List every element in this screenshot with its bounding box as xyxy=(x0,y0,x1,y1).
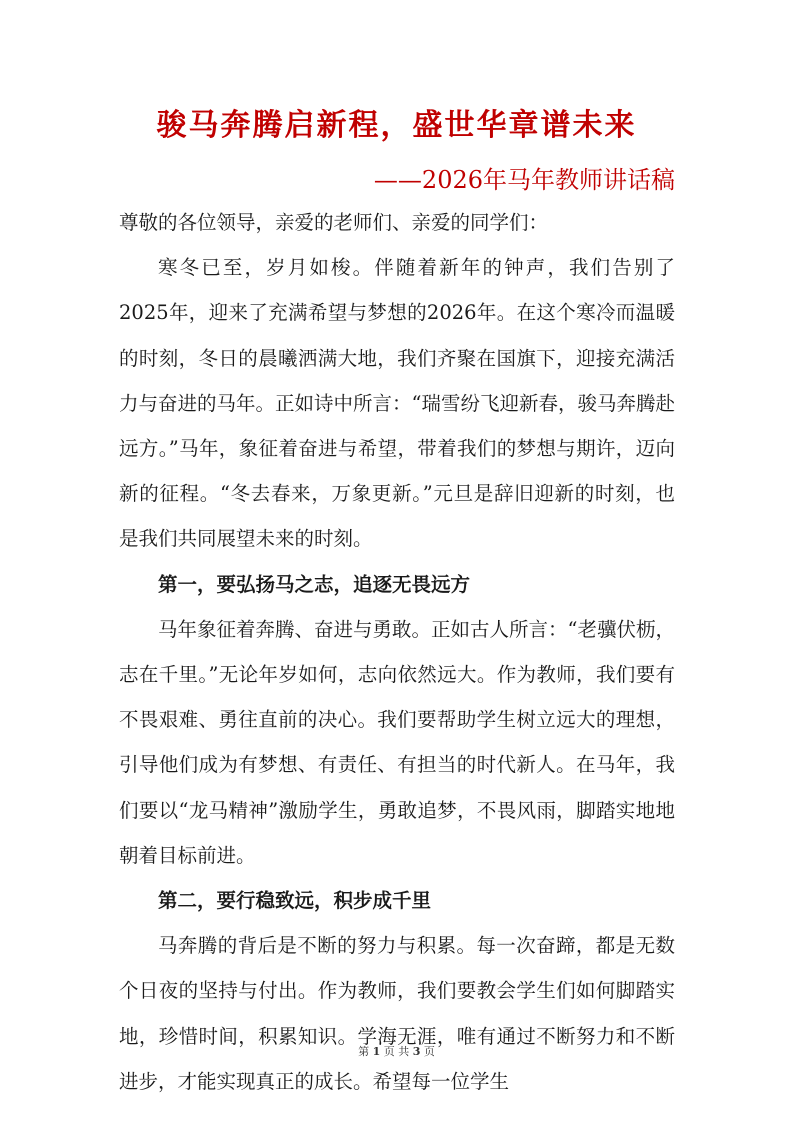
section-2-heading: 第二，要行稳致远，积步成千里 xyxy=(158,889,432,913)
intro-paragraph: 寒冬已至，岁月如梭。伴随着新年的钟声，我们告别了2025年，迎来了充满希望与梦想的2026年。在这个寒冷而温暖的时刻，冬日的晨曦洒满大地，我们齐聚在国旗下，迎接充满活力与奋进的马年。正如诗中所言：“瑞雪纷飞迎新春，骏马奔腾赴远方。”马年，象征着奋进与希望，带着我们的梦想与期许，迈向新的征程。“冬去春来，万象更新。”元旦是辞旧迎新的时刻，也是我们共同展望未来的时刻。 xyxy=(119,256,675,551)
footer-prefix: 第 xyxy=(358,1045,370,1058)
section-1-heading: 第一，要弘扬马之志，追逐无畏远方 xyxy=(158,572,471,596)
section-1-paragraph: 马年象征着奔腾、奋进与勇敢。正如古人所言：“老骥伏枥，志在千里。”无论年岁如何，志向依然远大。作为教师，我们要有不畏艰难、勇往直前的决心。我们要帮助学生树立远大的理想，引导他们成为有梦想、有责任、有担当的时代新人。在马年，我们要以“龙马精神”激励学生，勇敢追梦，不畏风雨，脚踏实地地朝着目标前进。 xyxy=(119,617,675,867)
footer-suffix: 页 xyxy=(423,1045,435,1058)
document-body xyxy=(119,200,675,1104)
page-subtitle: ——2026年马年教师讲话稿 xyxy=(373,166,675,194)
page-footer xyxy=(0,1044,793,1060)
section-2-paragraph: 马奔腾的背后是不断的努力与积累。每一次奋蹄，都是无数个日夜的坚持与付出。作为教师，我们要教会学生们如何脚踏实地，珍惜时间，积累知识。学海无涯，唯有通过不断努力和不断进步，才能实现真正的成长。希望每一位学生 xyxy=(119,934,675,1093)
footer-middle: 页 共 xyxy=(383,1045,410,1058)
salutation: 尊敬的各位领导，亲爱的老师们、亲爱的同学们： xyxy=(119,211,549,234)
footer-total-pages: 3 xyxy=(412,1045,421,1058)
footer-page-number: 1 xyxy=(372,1045,381,1058)
page-title: 骏马奔腾启新程，盛世华章谱未来 xyxy=(156,108,637,143)
